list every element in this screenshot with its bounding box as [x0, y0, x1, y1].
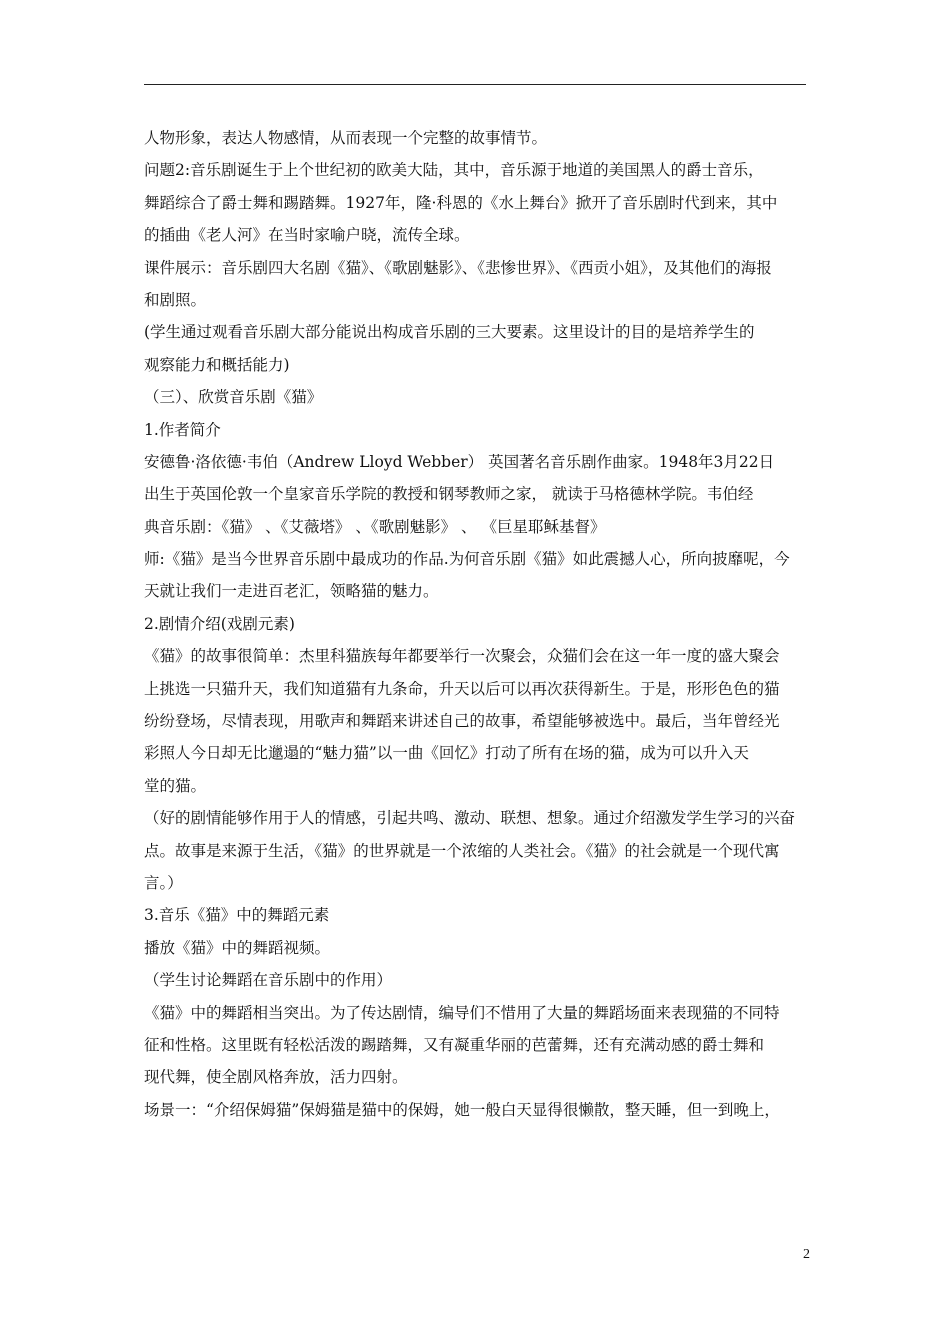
section-heading: （三）、欣赏音乐剧《猫》 [144, 388, 323, 407]
text-line: 天就让我们一走进百老汇，领略猫的魅力。 [144, 582, 439, 601]
text-line: （学生讨论舞蹈在音乐剧中的作用） [144, 971, 393, 990]
text-line: 现代舞，使全剧风格奔放，活力四射。 [144, 1068, 408, 1087]
text-line: 言。） [144, 873, 183, 892]
subsection-heading: 3.音乐《猫》中的舞蹈元素 [144, 906, 330, 925]
text-line: 场景一：“介绍保姆猫”保姆猫是猫中的保姆，她一般白天显得很懒散，整天睡，但一到晚上， [144, 1100, 780, 1119]
text-line: 人物形象，表达人物感情，从而表现一个完整的故事情节。 [144, 129, 548, 147]
subsection-heading: 1.作者简介 [144, 420, 221, 439]
text-line: 上挑选一只猫升天，我们知道猫有九条命，升天以后可以再次获得新生。于是，形形色色的猫 [144, 679, 780, 698]
text-line: 的插曲《老人河》在当时家喻户晓，流传全球。 [144, 226, 470, 245]
text-line: 师:《猫》是当今世界音乐剧中最成功的作品.为何音乐剧《猫》如此震撼人心，所向披靡呢，今 [144, 550, 790, 569]
text-line: 《猫》的故事很简单：杰里科猫族每年都要举行一次聚会，众猫们会在这一年一度的盛大聚会 [144, 647, 780, 666]
text-line: 出生于英国伦敦一个皇家音乐学院的教授和钢琴教师之家， 就读于马格德林学院。韦伯经 [144, 485, 754, 504]
text-line: 堂的猫。 [144, 776, 207, 795]
text-line: 播放《猫》中的舞蹈视频。 [144, 938, 331, 957]
text-line: 纷纷登场，尽情表现，用歌声和舞蹈来讲述自己的故事，希望能够被选中。最后，当年曾经光 [144, 712, 780, 731]
text-line: 征和性格。这里既有轻松活泼的踢踏舞，又有凝重华丽的芭蕾舞，还有充满动感的爵士舞和 [144, 1035, 765, 1054]
text-line: 问题2:音乐剧诞生于上个世纪初的欧美大陆，其中，音乐源于地道的美国黑人的爵士音乐， [144, 161, 764, 180]
text-line: 典音乐剧：《猫》 、《艾薇塔》 、《歌剧魅影》 、 《巨星耶稣基督》 [144, 517, 606, 536]
text-line: 安德鲁·洛依德·韦伯（Andrew Lloyd Webber） 英国著名音乐剧作曲家。1948年3月22日 [144, 452, 775, 471]
document-body [144, 122, 812, 1126]
text-line: 舞蹈综合了爵士舞和踢踏舞。1927年，隆·科恩的《水上舞台》掀开了音乐剧时代到来，其中 [144, 193, 778, 212]
subsection-heading: 2.剧情介绍(戏剧元素) [144, 614, 295, 633]
page-number: 2 [803, 1247, 810, 1262]
text-line: (学生通过观看音乐剧大部分能说出构成音乐剧的三大要素。这里设计的目的是培养学生的 [144, 323, 755, 342]
text-line: 课件展示：音乐剧四大名剧《猫》、《歌剧魅影》、《悲惨世界》、《西贡小姐》，及其他们的海报 [144, 258, 772, 277]
text-line: 彩照人今日却无比邋遢的“魅力猫”以一曲《回忆》打动了所有在场的猫，成为可以升入天 [144, 744, 749, 763]
text-line: 点。故事是来源于生活，《猫》的世界就是一个浓缩的人类社会。《猫》的社会就是一个现代寓 [144, 841, 780, 860]
text-line: 和剧照。 [144, 290, 207, 309]
text-line: 观察能力和概括能力) [144, 355, 290, 374]
text-line: （好的剧情能够作用于人的情感，引起共鸣、激动、联想、想象。通过介绍激发学生学习的兴奋 [144, 809, 796, 828]
header-rule [144, 84, 806, 85]
text-line: 《猫》中的舞蹈相当突出。为了传达剧情，编导们不惜用了大量的舞蹈场面来表现猫的不同特 [144, 1003, 780, 1022]
